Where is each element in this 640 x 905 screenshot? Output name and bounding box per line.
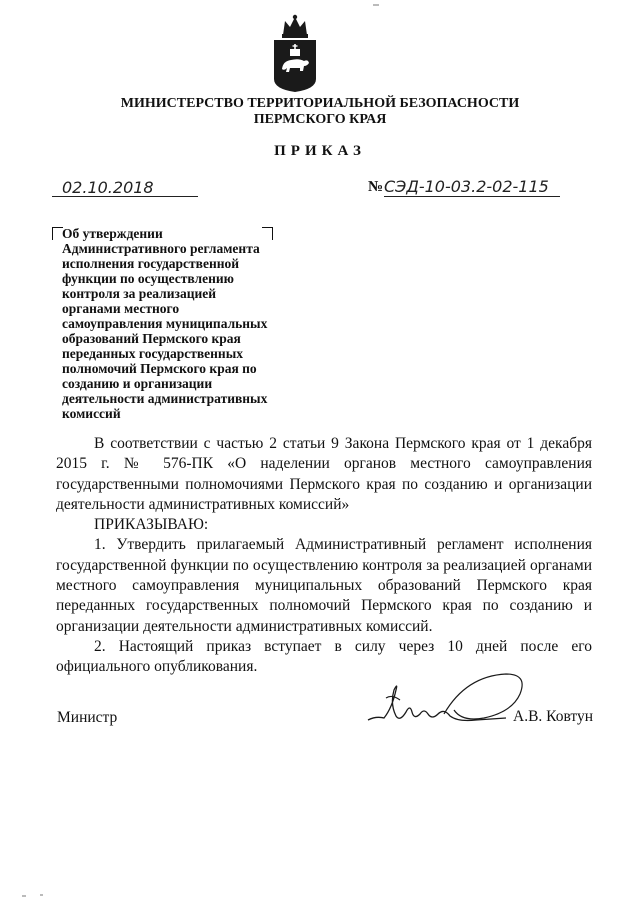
scan-speck	[373, 4, 379, 6]
subject-line: переданных государственных	[62, 346, 243, 361]
org-name-line-1: МИНИСТЕРСТВО ТЕРРИТОРИАЛЬНОЙ БЕЗОПАСНОСТИ	[120, 96, 520, 111]
subject-line: деятельности административных	[62, 391, 268, 406]
subject-line: исполнения государственной	[62, 256, 240, 271]
subject-line: созданию и организации	[62, 376, 213, 391]
order-item-2: 2. Настоящий приказ вступает в силу через 10 дней после его официального опубликования.	[56, 637, 592, 676]
order-item-1: 1. Утвердить прилагаемый Административный регламент исполнения государственной функции по осуществлению контроля за реализацией органами местного самоуправления муниципальных образований Пермского края переданных государственных полномочий Пермского края по созданию и организации деятельности административных комиссий.	[56, 536, 592, 635]
subject-line: образований Пермского края	[62, 331, 241, 346]
subject-line: самоуправления муниципальных	[62, 316, 268, 331]
date-underline	[52, 196, 198, 197]
number-label: №	[368, 179, 384, 195]
document-type-title: ПРИКАЗ	[274, 143, 366, 159]
document-date: 02.10.2018	[62, 178, 154, 197]
signer-title: Министр	[57, 709, 118, 726]
scan-speck	[22, 895, 26, 897]
document-body	[56, 434, 592, 678]
preamble-paragraph: В соответствии с частью 2 статьи 9 Закона Пермского края от 1 декабря 2015 г. № 576-ПК «О наделении органов местного самоуправления государственными полномочиями Пермского края по созданию и организации деятельности административных комиссий»	[56, 435, 592, 513]
document-number: СЭД-10-03.2-02-115	[384, 177, 549, 196]
subject-line: полномочий Пермского края по	[62, 361, 257, 376]
perm-krai-coat-of-arms-icon	[271, 13, 319, 93]
order-word: ПРИКАЗЫВАЮ:	[94, 516, 209, 534]
subject-line: функции по осуществлению	[62, 271, 234, 286]
subject-line: органами местного	[62, 301, 180, 316]
subject-block	[62, 226, 302, 421]
subject-line: контроля за реализацией	[62, 286, 217, 301]
subject-line: Административного регламента	[62, 241, 260, 256]
subject-line: комиссий	[62, 406, 121, 421]
number-underline	[384, 196, 560, 197]
scan-speck	[40, 894, 43, 896]
org-name-line-2: ПЕРМСКОГО КРАЯ	[253, 112, 387, 127]
subject-line: Об утверждении	[62, 226, 163, 241]
signer-name: А.В. Ковтун	[513, 708, 594, 725]
handwritten-signature	[366, 668, 536, 738]
